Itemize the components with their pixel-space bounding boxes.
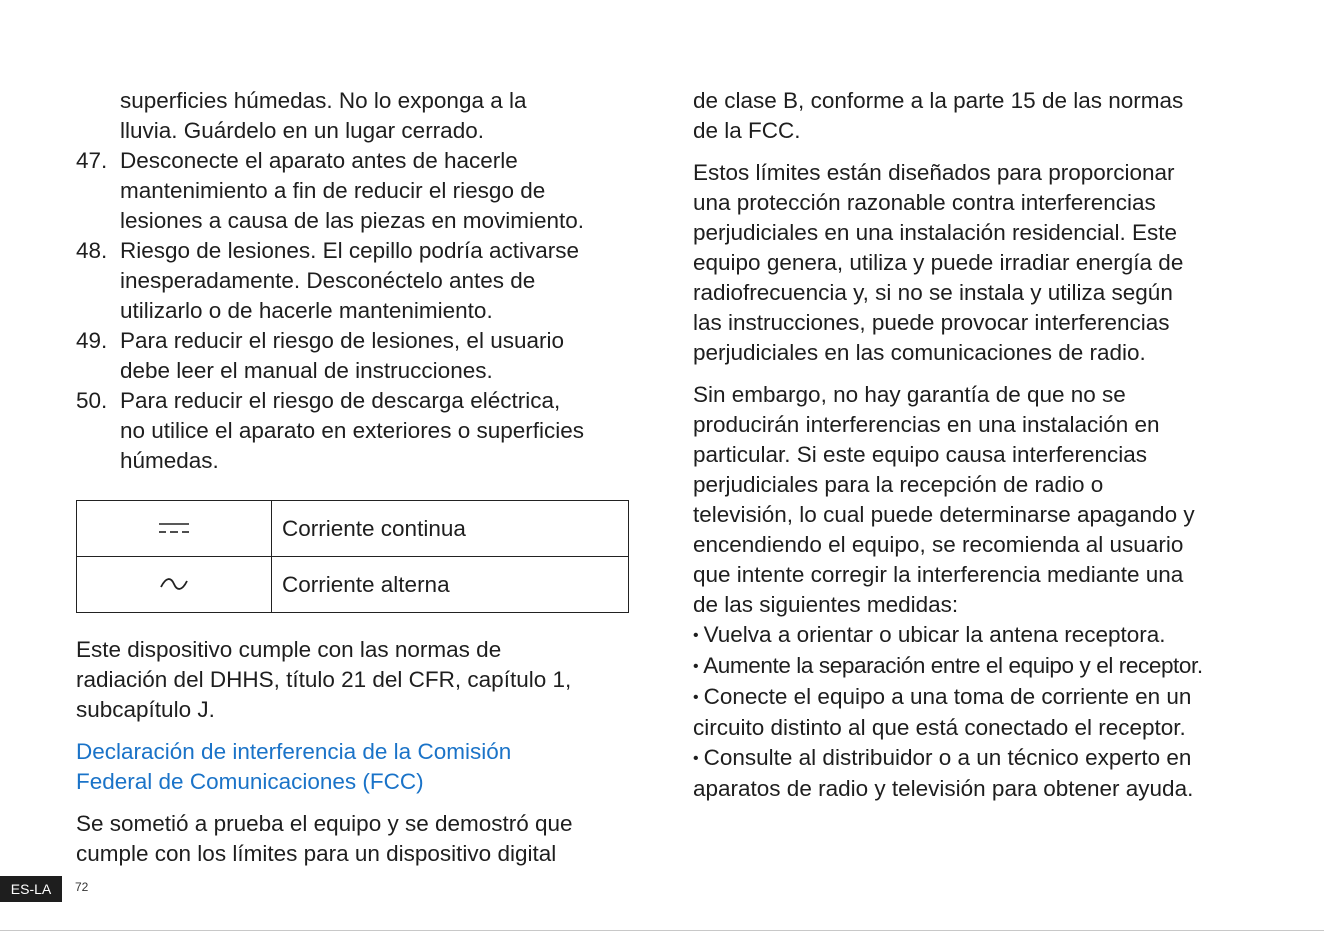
paragraph: Estos límites están diseñados para proporcionar una protección razonable contra interferencias perjudiciales en una instalación residencial. Este equipo genera, utiliza y puede irradiar energía de radiofrecuencia y, si no se instala y utiliza según las instrucciones, puede provocar interferencias perjudiciales en las comunicaciones de radio. [693,160,1184,365]
fcc-heading: Declaración de interferencia de la Comisión Federal de Comunicaciones (FCC) [76,739,512,794]
bullet-item: • Consulte al distribuidor o a un técnico experto en aparatos de radio y televisión para obtener ayuda. [693,745,1194,801]
safety-list [76,146,636,476]
paragraph: Sin embargo, no hay garantía de que no se producirán interferencias en una instalación en particular. Si este equipo causa interferencias perjudiciales para la recepción de radio o televisión, lo cual puede determinarse apagando y encendiendo el equipo, se recomienda al usuario que intente corregir la interferencia mediante una de las siguientes medidas: [693,382,1195,617]
dc-symbol-cell [77,501,272,557]
page-number: 72 [75,880,89,894]
symbol-label: Corriente alterna [272,557,629,613]
bullet-icon: • [693,627,699,644]
left-column [76,86,636,869]
bullet-item: • Aumente la separación entre el equipo y el receptor. [693,651,1293,682]
list-item: 48. Riesgo de lesiones. El cepillo podría activarse inesperadamente. Desconéctelo antes de utilizarlo o de hacerle mantenimiento. [76,238,579,323]
bullet-icon: • [693,658,699,675]
bullet-item: • Conecte el equipo a una toma de corriente en un circuito distinto al que está conectado el receptor. [693,684,1192,740]
language-badge: ES-LA [0,876,62,902]
bullet-icon: • [693,689,699,706]
list-item: 49. Para reducir el riesgo de lesiones, el usuario debe leer el manual de instrucciones. [76,328,564,383]
table-row [77,501,629,557]
bullet-icon: • [693,750,699,767]
right-column [693,86,1293,804]
paragraph: de clase B, conforme a la parte 15 de las normas de la FCC. [693,88,1184,143]
list-item: 47. Desconecte el aparato antes de hacerle mantenimiento a fin de reducir el riesgo de lesiones a causa de las piezas en movimiento. [76,148,585,233]
bottom-divider [0,930,1324,931]
ac-symbol-icon [159,576,189,592]
symbol-label: Corriente continua [272,501,629,557]
list-item: 50. Para reducir el riesgo de descarga eléctrica, no utilice el aparato en exteriores o superficies húmedas. [76,388,585,473]
fcc-intro-paragraph: Se sometió a prueba el equipo y se demostró que cumple con los límites para un dispositivo digital [76,811,573,866]
ac-symbol-cell [77,557,272,613]
table-row [77,557,629,613]
bullet-item: • Vuelva a orientar o ubicar la antena receptora. [693,620,1293,651]
continuation-text: superficies húmedas. No lo exponga a la lluvia. Guárdelo en un lugar cerrado. [120,88,527,143]
dc-symbol-icon [157,520,191,536]
compliance-paragraph: Este dispositivo cumple con las normas de radiación del DHHS, título 21 del CFR, capítulo 1, subcapítulo J. [76,637,572,722]
symbol-table [76,500,629,613]
